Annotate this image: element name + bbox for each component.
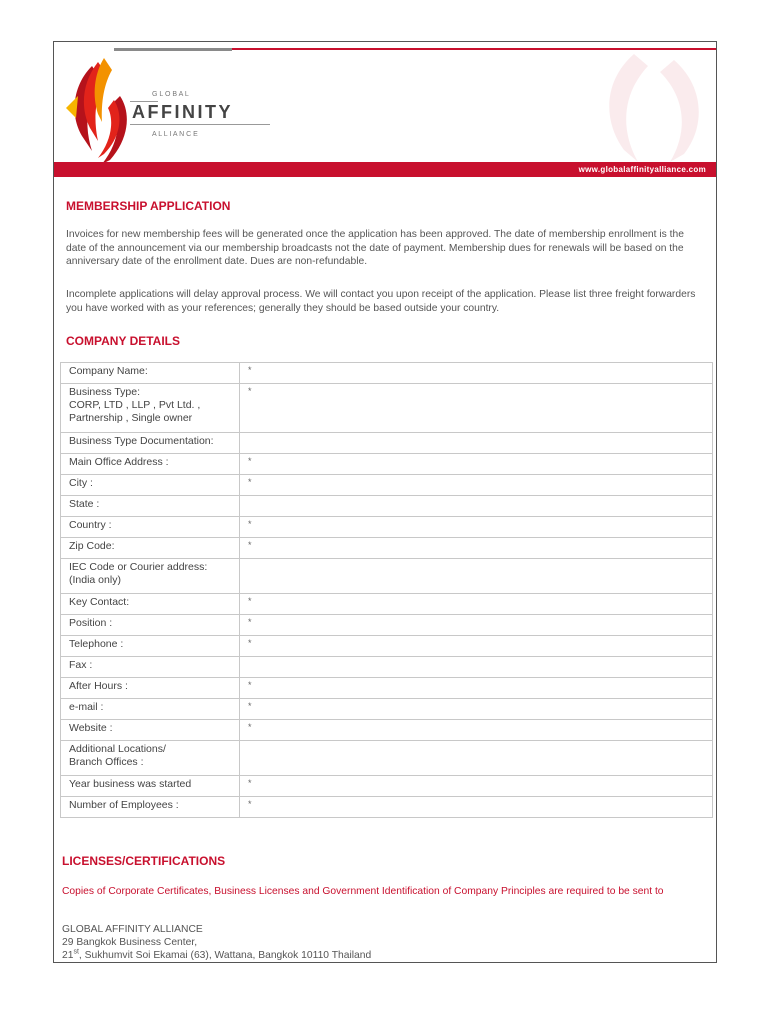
table-row <box>61 699 713 720</box>
field-label-line: Number of Employees : <box>69 799 179 811</box>
field-value-cell[interactable] <box>240 517 713 538</box>
company-details-table <box>60 362 713 818</box>
field-value-cell[interactable] <box>240 496 713 517</box>
field-value-cell[interactable] <box>240 433 713 454</box>
field-value-cell[interactable] <box>240 594 713 615</box>
logo-text-alliance: A L L I A N C E <box>152 131 198 138</box>
required-marker: * <box>248 365 252 375</box>
field-label-line: Main Office Address : <box>69 456 169 468</box>
required-marker: * <box>248 596 252 606</box>
table-row <box>61 797 713 818</box>
field-label <box>61 657 240 678</box>
field-label-line: Position : <box>69 617 113 629</box>
address-line-3: 21st, Sukhumvit Soi Ekamai (63), Wattana, Bangkok 10110 Thailand <box>62 948 372 961</box>
field-label <box>61 363 240 384</box>
company-details-title: COMPANY DETAILS <box>66 334 181 348</box>
logo-text-global: G L O B A L <box>152 91 189 98</box>
field-label <box>61 636 240 657</box>
website-banner: www.globalaffinityalliance.com <box>54 162 716 177</box>
table-row <box>61 517 713 538</box>
field-value-cell[interactable] <box>240 538 713 559</box>
field-label <box>61 384 240 433</box>
table-row <box>61 496 713 517</box>
field-value-cell[interactable] <box>240 559 713 594</box>
field-label-line: e-mail : <box>69 701 104 713</box>
table-row <box>61 559 713 594</box>
field-value-cell[interactable] <box>240 720 713 741</box>
table-row <box>61 720 713 741</box>
required-marker: * <box>248 617 252 627</box>
field-label-line: Key Contact: <box>69 596 130 608</box>
table-row <box>61 363 713 384</box>
required-marker: * <box>248 540 252 550</box>
field-label <box>61 475 240 496</box>
table-row <box>61 538 713 559</box>
required-marker: * <box>248 386 252 396</box>
field-label-line: Company Name: <box>69 365 148 377</box>
required-marker: * <box>248 701 252 711</box>
field-label <box>61 454 240 475</box>
field-label <box>61 517 240 538</box>
logo-emblem-icon <box>66 58 127 164</box>
field-label <box>61 699 240 720</box>
field-value-cell[interactable] <box>240 475 713 496</box>
field-label-line: Additional Locations/ <box>69 743 166 755</box>
field-label <box>61 433 240 454</box>
field-label-line: Website : <box>69 722 113 734</box>
field-value-cell[interactable] <box>240 699 713 720</box>
mailing-address <box>62 923 371 962</box>
field-label-line: City : <box>69 477 93 489</box>
required-marker: * <box>248 519 252 529</box>
field-label-line: (India only) <box>69 574 121 586</box>
required-marker: * <box>248 799 252 809</box>
required-marker: * <box>248 722 252 732</box>
field-label <box>61 741 240 776</box>
logo-text-affinity: AFFINITY <box>132 102 233 122</box>
logo-watermark-icon <box>594 50 714 166</box>
table-row <box>61 657 713 678</box>
field-label <box>61 496 240 517</box>
field-label-line: Year business was started <box>69 778 192 790</box>
field-label-line: Fax : <box>69 659 93 671</box>
licenses-title: LICENSES/CERTIFICATIONS <box>62 854 226 868</box>
required-marker: * <box>248 778 252 788</box>
field-value-cell[interactable] <box>240 776 713 797</box>
application-page <box>53 41 717 963</box>
address-line-2: 29 Bangkok Business Center, <box>62 937 198 948</box>
field-label-line: Branch Offices : <box>69 756 144 768</box>
field-value-cell[interactable] <box>240 454 713 475</box>
field-value-cell[interactable] <box>240 657 713 678</box>
field-label-line: Country : <box>69 519 112 531</box>
field-label <box>61 776 240 797</box>
table-row <box>61 594 713 615</box>
field-value-cell[interactable] <box>240 384 713 433</box>
field-value-cell[interactable] <box>240 363 713 384</box>
table-row <box>61 615 713 636</box>
field-value-cell[interactable] <box>240 615 713 636</box>
field-label-line: After Hours : <box>69 680 128 692</box>
global-affinity-logo <box>62 56 282 166</box>
field-label-line: Business Type: <box>69 386 141 398</box>
membership-title: MEMBERSHIP APPLICATION <box>66 199 231 213</box>
table-row <box>61 678 713 699</box>
field-label-line: Telephone : <box>69 638 124 650</box>
field-label-line: Zip Code: <box>69 540 115 552</box>
field-label <box>61 678 240 699</box>
table-row <box>61 384 713 433</box>
membership-paragraph-1: Invoices for new membership fees will be generated once the application has been approved. The date of membership enrollment is the date of the announcement via our membership broadcasts not the date of payment. Membership dues for renewals will be based on the anniversary date of the enrollment date. Dues are non-refundable. <box>66 229 684 267</box>
field-label-line: State : <box>69 498 100 510</box>
field-label <box>61 720 240 741</box>
required-marker: * <box>248 456 252 466</box>
required-marker: * <box>248 477 252 487</box>
table-row <box>61 454 713 475</box>
field-label <box>61 615 240 636</box>
table-row <box>61 475 713 496</box>
membership-paragraph-2: Incomplete applications will delay approval process. We will contact you upon receipt of the application. Please list three freight forwarders you have worked with as your references; generally they should be based outside your country. <box>66 289 696 314</box>
required-marker: * <box>248 638 252 648</box>
licenses-note: Copies of Corporate Certificates, Business Licenses and Government Identification of Company Principles are required to be sent to <box>62 886 664 897</box>
table-row <box>61 636 713 657</box>
field-label-line: Partnership , Single owner <box>69 412 193 424</box>
address-line-1: GLOBAL AFFINITY ALLIANCE <box>62 924 203 935</box>
field-label <box>61 797 240 818</box>
field-label-line: CORP, LTD , LLP , Pvt Ltd. , <box>69 399 201 411</box>
required-marker: * <box>248 680 252 690</box>
field-label <box>61 559 240 594</box>
field-label <box>61 538 240 559</box>
table-row <box>61 776 713 797</box>
field-label-line: Business Type Documentation: <box>69 435 214 447</box>
header-rule-gray <box>114 48 232 51</box>
field-value-cell[interactable] <box>240 678 713 699</box>
field-value-cell[interactable] <box>240 636 713 657</box>
table-row <box>61 741 713 776</box>
field-label-line: IEC Code or Courier address: <box>69 561 208 573</box>
field-value-cell[interactable] <box>240 741 713 776</box>
table-row <box>61 433 713 454</box>
field-value-cell[interactable] <box>240 797 713 818</box>
field-label <box>61 594 240 615</box>
